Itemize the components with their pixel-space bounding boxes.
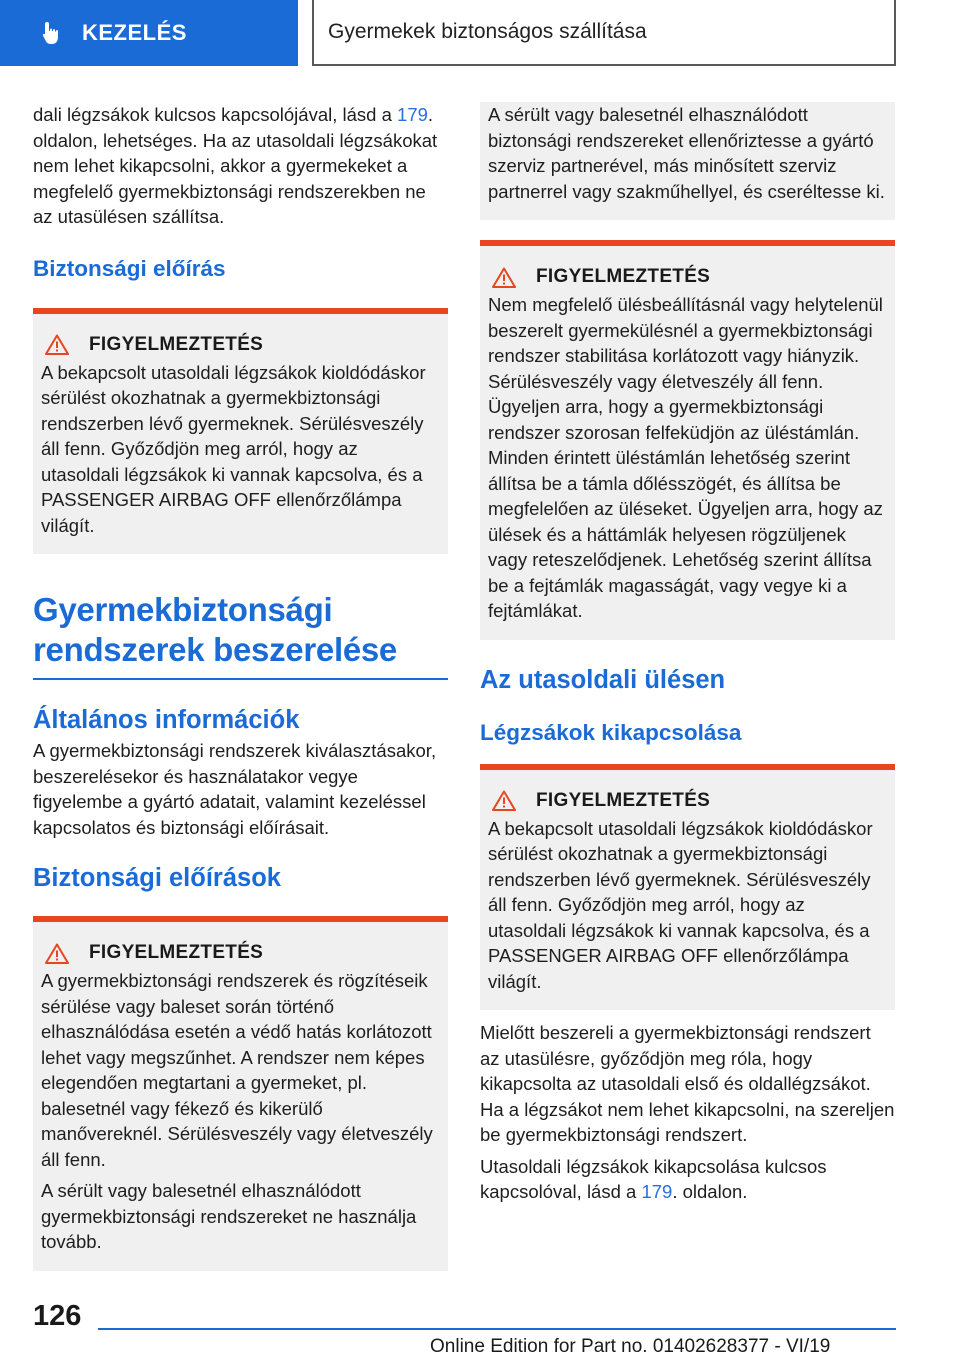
warning-text: A sérült vagy balesetnél elhasználódott biztonsági rendszereket ellenőriztesse a gyártó szerviz partnerével, más minősített szerviz partnerrel vagy szakműhellyel, és cseréltesse ki. (488, 104, 885, 202)
passenger-seat-heading: Az utasoldali ülésen (480, 665, 726, 694)
warning-title: FIGYELMEZTETÉS (89, 942, 264, 963)
main-heading: Gyermekbiztonsági rendszerek beszerelése (33, 590, 448, 680)
footer-divider (98, 1328, 896, 1330)
general-paragraph: A gyermekbiztonsági rendszerek kiválasztásakor, beszerelésekor és használatakor vegye figyelembe a gyártó adatait, valamint kezeléssel kapcsolatos és biztonsági előírásait. (33, 740, 437, 838)
before-install-paragraph: Mielőtt beszereli a gyermekbiztonsági rendszert az utasülésre, győződjön meg róla, hogy kikapcsolta az utasoldali első és oldallégzsákot. Ha a légzsákot nem lehet kikapcsolni, na szereljen be gyermekbiztonsági rendszert. (480, 1022, 895, 1145)
warning-text: A bekapcsolt utasoldali légzsákok kioldódáskor sérülést okozhatnak a gyermekbiztonsági rendszerben lévő gyermeknek. Sérülésveszély áll fenn. Győződjön meg arról, hogy az utasoldali légzsákok ki vannak kapcsolva, és a PASSENGER AIRBAG OFF ellenőrzőlámpa világít. (488, 817, 873, 992)
warning-text: Nem megfelelő ülésbeállításnál vagy helytelenül beszerelt gyermekülésnél a gyermekbiztonsági rendszer stabilitása korlátozott vagy hiányzik. Sérülésveszély vagy életveszély áll fenn. Ügyeljen arra, hogy a gyermekbiztonsági rendszer szorosan felfeküdjön az üléstámlán. Minden érintett üléstámlán lehetőség szerint állítsa be a támla dőlésszögét, és állítsa be megfelelően az üléseket. Ügyeljen arra, hogy az ülések és a háttámlák helyesen rögzüljenek vagy reteszelődjenek. Lehetőség szerint állítsa be a fejtámlák magasságát, vagy vegye ki a fejtámlákat. (488, 294, 883, 621)
warning-text: A sérült vagy balesetnél elhasználódott gyermekbiztonsági rendszereket ne használja tovább. (41, 1180, 417, 1252)
warning-triangle-icon (492, 790, 516, 811)
warning-text: A bekapcsolt utasoldali légzsákok kioldódáskor sérülést okozhatnak a gyermekbiztonsági rendszerben lévő gyermeknek. Sérülésveszély áll fenn. Győződjön meg arról, hogy az utasoldali légzsákok ki vannak kapcsolva, és a PASSENGER AIRBAG OFF ellenőrzőlámpa világít. (41, 361, 426, 536)
left-column (33, 102, 448, 1271)
warning-box (33, 308, 448, 555)
hand-pointer-icon (40, 20, 66, 46)
warning-header (33, 942, 440, 964)
warning-header (33, 334, 440, 356)
warning-title: FIGYELMEZTETÉS (89, 333, 264, 355)
switch-paragraph: Utasoldali légzsákok kikapcsolása kulcsos kapcsolóval, lásd a 179. oldalon. (480, 1155, 827, 1202)
warning-title: FIGYELMEZTETÉS (536, 789, 711, 811)
section-tab[interactable] (0, 0, 298, 66)
warning-box (480, 764, 895, 1011)
right-column (480, 102, 895, 1205)
section-tab-label: KEZELÉS (82, 20, 187, 45)
warning-box-continued (480, 102, 895, 220)
chapter-title: Gyermekek biztonságos szállítása (312, 0, 896, 66)
warning-box (33, 916, 448, 1271)
warning-text: A gyermekbiztonsági rendszerek és rögzítéseik sérülése vagy baleset során történő elhasználódása esetén a védő hatás korlátozott lehet vagy megszűnhet. A rendszer nem képes elegendően megtartani a gyermeket, pl. balesetnél vagy fékező és kikerülő manővereknél. Sérülésveszély vagy életveszély áll fenn. (41, 970, 433, 1170)
general-heading: Általános információk (33, 706, 300, 734)
intro-paragraph: dali légzsákok kulcsos kapcsolójával, lásd a 179. oldalon, lehetséges. Ha az utasoldali légzsákokat nem lehet kikapcsolni, akkor a gyermekeket a megfelelő gyermekbiztonsági rendszerekben ne az utasülésen szállítsa. (33, 104, 438, 227)
warning-triangle-icon (45, 334, 69, 355)
page-number: 126 (33, 1300, 82, 1332)
warning-triangle-icon (492, 267, 516, 288)
warning-header (480, 266, 887, 288)
page-link[interactable]: 179 (641, 1181, 673, 1202)
warning-box (480, 240, 895, 640)
page-header (0, 0, 960, 66)
page-link[interactable]: 179 (397, 104, 428, 125)
safety-heading: Biztonsági előírás (33, 255, 226, 281)
safety-rules-heading: Biztonsági előírások (33, 864, 281, 892)
edition-note: Online Edition for Part no. 01402628377 - VI/19 (430, 1336, 831, 1357)
warning-header (480, 790, 887, 812)
airbag-off-heading: Légzsákok kikapcsolása (480, 719, 742, 745)
warning-triangle-icon (45, 943, 69, 964)
warning-title: FIGYELMEZTETÉS (536, 266, 711, 287)
